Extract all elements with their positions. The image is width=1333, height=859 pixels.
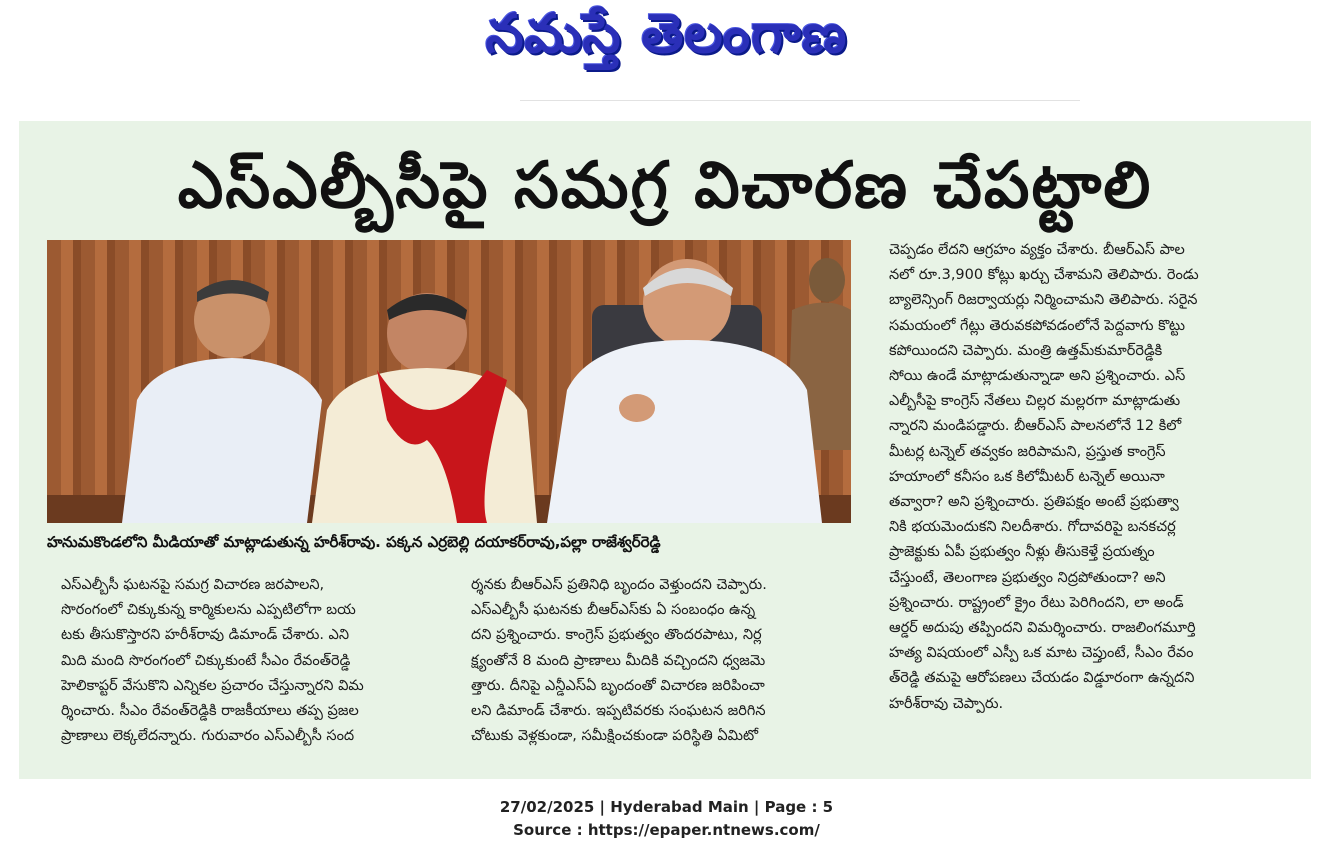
edition-info: 27/02/2025 | Hyderabad Main | Page : 5	[499, 798, 834, 816]
article-line: హయాంలో కనీసం ఒక కిలోమీటర్ టన్నెల్ అయినా	[889, 468, 1165, 485]
article-column-2	[471, 573, 879, 749]
article-line: ర్శనకు బీఆర్ఎస్ ప్రతినిధి బృందం వెళ్తుందని చెప్పారు.	[471, 577, 767, 593]
source-link[interactable]: Source : https://epaper.ntnews.com/	[513, 821, 820, 839]
photo-illustration	[47, 240, 851, 523]
article-line: హెలికాప్టర్ వేసుకొని ఎన్నికల ప్రచారం చేస్తున్నారని విమ	[61, 677, 364, 694]
article-line: కపోయిందని చెప్పారు. మంత్రి ఉత్తమ్‌కుమార్‌రెడ్డికి	[889, 342, 1163, 359]
article-line: ఎల్బీసీపై కాంగ్రెస్ నేతలు చిల్లర మల్లరగా మాట్లాడుతు	[889, 393, 1181, 410]
article-line: ర్శించారు. సీఎం రేవంత్‌రెడ్డికి రాజకీయాలు తప్ప ప్రజల	[61, 703, 359, 720]
article-line: సోయి ఉండే మాట్లాడుతున్నాడా అని ప్రశ్నించారు. ఎస్	[889, 368, 1186, 385]
article-line: మిది మంది సొరంగంలో చిక్కుకుంటే సీఎం రేవంత్‌రెడ్డి	[61, 652, 351, 669]
article-line: నలో రూ.3,900 కోట్లు ఖర్చు చేశామని తెలిపారు. రెండు	[889, 267, 1199, 284]
article-line: మీటర్ల టన్నెల్ తవ్వకం జరిపామని, ప్రస్తుత కాంగ్రెస్	[889, 443, 1166, 460]
article-line: సొరంగంలో చిక్కుకున్న కార్మికులను ఎప్పటిలోగా బయ	[61, 602, 356, 619]
photo-caption: హనుమకొండలోని మీడియాతో మాట్లాడుతున్న హరీశ్‌రావు. పక్కన ఎర్రబెల్లి దయాకర్‌రావు,పల్లా రాజేశ్వర్‌రెడ్డి	[47, 533, 661, 551]
article-line: ప్రశ్నించారు. రాష్ట్రంలో క్రైం రేటు పెరిగిందని, లా అండ్	[889, 594, 1184, 611]
article-line: టకు తీసుకొస్తారని హరీశ్‌రావు డిమాండ్ చేశారు. ఎని	[61, 627, 350, 644]
article-column-3	[889, 238, 1299, 717]
article-line: ప్రాజెక్టుకు ఏపీ ప్రభుత్వం నీళ్లు తీసుకెళ్తే ప్రయత్నం	[889, 544, 1155, 561]
article-line: త్తారు. దీనిపై ఎన్డీఎస్ఏ బృందంతో విచారణ జరిపించా	[471, 677, 765, 694]
article-column-1	[61, 573, 459, 749]
article-line: ఎస్ఎల్బీసీ ఘటనపై సమగ్ర విచారణ జరపాలని,	[61, 577, 325, 593]
newspaper-logo: నమస్తే తెలంగాణ	[485, 2, 848, 65]
article-line: దని ప్రశ్నించారు. కాంగ్రెస్ ప్రభుత్వం తొందరపాటు, నిర్ల	[471, 627, 762, 644]
article-line: తవ్వారా? అని ప్రశ్నించారు. ప్రతిపక్షం అంటే ప్రభుత్వా	[889, 494, 1179, 511]
article-line: హరీశ్‌రావు చెప్పారు.	[889, 695, 1004, 712]
article-line: సమయంలో గేట్లు తెరువకపోవడంలోనే పెద్దవాగు కొట్టు	[889, 317, 1186, 334]
article-photo	[47, 240, 851, 523]
article-line: లని డిమాండ్ చేశారు. ఇప్పటివరకు సంఘటన జరిగిన	[471, 703, 766, 720]
article-line: త్‌రెడ్డి తమపై ఆరోపణలు చేయడం విడ్డూరంగా ఉన్నదని	[889, 670, 1195, 687]
article-clipping	[19, 121, 1311, 779]
article-headline: ఎస్ఎల్బీసీపై సమగ్ర విచారణ చేపట్టాలి	[177, 149, 1153, 223]
article-line: బ్యాలెన్సింగ్ రిజర్వాయర్లు నిర్మించామని తెలిపారు. సరైన	[889, 292, 1198, 309]
article-line: ఆర్డర్ అదుపు తప్పిందని విమర్శించారు. రాజలింగమూర్తి	[889, 620, 1196, 637]
masthead	[0, 0, 1333, 100]
article-line: నికి భయమెందుకని నిలదీశారు. గోదావరిపై బనకచర్ల	[889, 519, 1176, 536]
article-line: క్ష్యంతోనే 8 మంది ప్రాణాలు మీదికి వచ్చిందని ధ్వజమె	[471, 652, 766, 669]
article-line: ప్రాణాలు లెక్కలేదన్నారు. గురువారం ఎస్ఎల్బీసీ సంద	[61, 728, 355, 745]
page-footer	[0, 796, 1333, 842]
article-line: న్నారని మండిపడ్డారు. బీఆర్ఎస్ పాలనలోనే 12 కిలో	[889, 418, 1182, 435]
masthead-divider	[520, 100, 1080, 101]
article-line: హత్య విషయంలో ఎస్పీ ఒక మాట చెప్తుంటే, సీఎం రేవం	[889, 645, 1194, 662]
article-line: ఎస్ఎల్బీసీ ఘటనకు బీఆర్ఎస్‌కు ఏ సంబంధం ఉన్న	[471, 602, 756, 619]
article-line: చేస్తుంటే, తెలంగాణ ప్రభుత్వం నిద్రపోతుందా? అని	[889, 569, 1166, 586]
article-line: చోటుకు వెళ్లకుండా, సమీక్షించకుండా పరిస్థితి ఏమిటో	[471, 728, 759, 745]
article-line: చెప్పడం లేదని ఆగ్రహం వ్యక్తం చేశారు. బీఆర్ఎస్ పాల	[889, 242, 1185, 258]
